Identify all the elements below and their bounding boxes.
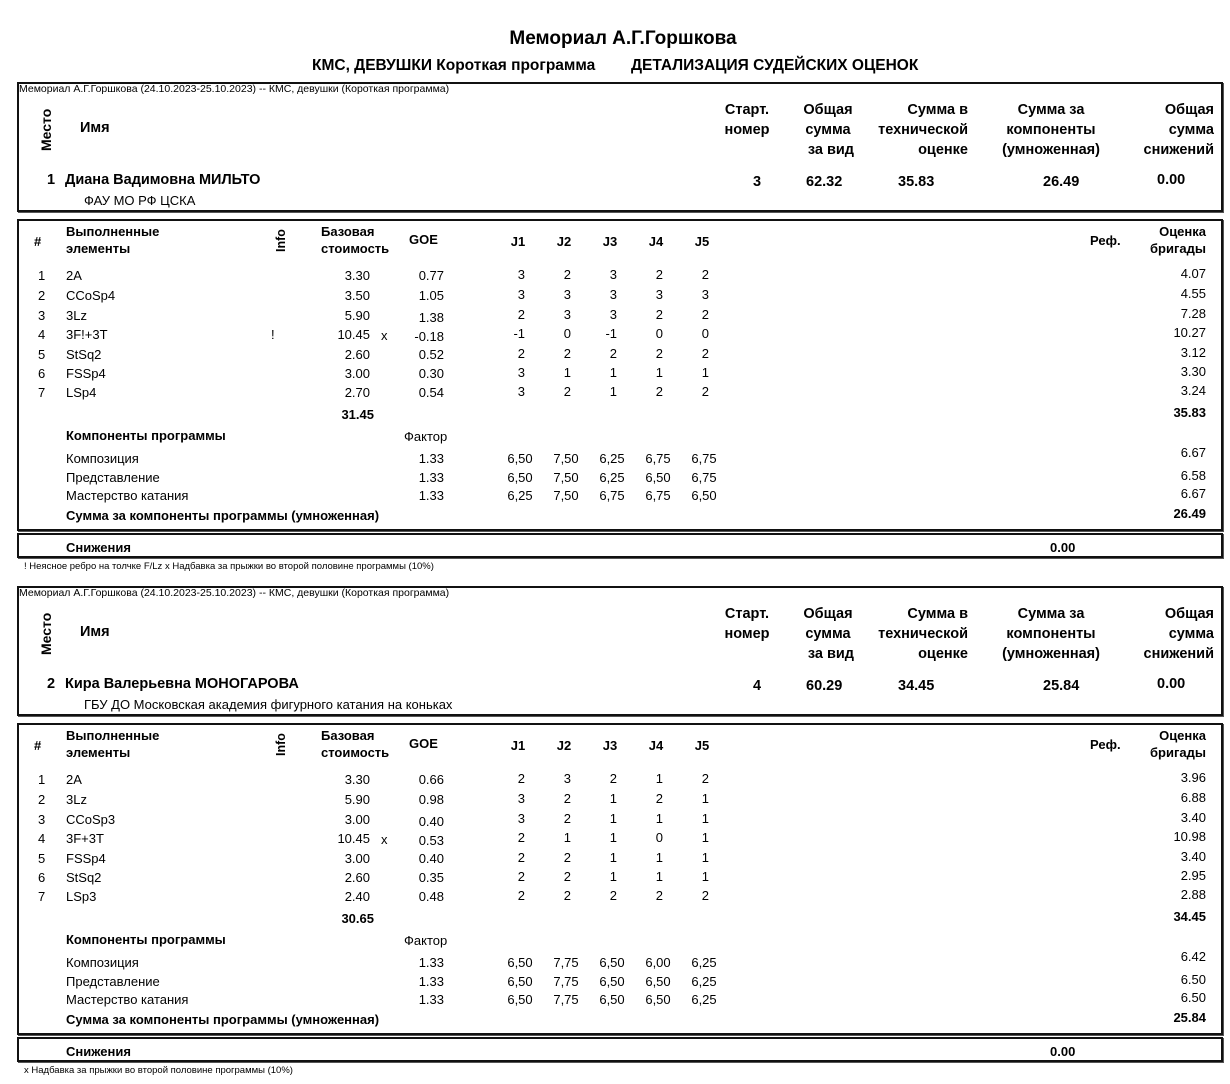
component-judge-score-4: 6,50 [645,974,671,989]
judge-header-3: J3 [602,234,618,249]
judge-goe-4: 3 [655,287,663,302]
component-judge-score-5: 6,50 [691,488,717,503]
skater-name: Кира Валерьевна МОНОГАРОВА [65,676,299,692]
components-sum-label: Сумма за компоненты программы (умноженная) [66,508,380,523]
judge-goe-1: -1 [513,326,525,341]
element-goe: 0.66 [418,772,444,787]
name-header: Имя [80,624,110,640]
element-goe: 0.40 [418,851,444,866]
element-base-value: 3.00 [344,851,370,866]
component-judge-score-4: 6,75 [645,488,671,503]
ref-header: Реф. [1090,737,1121,752]
judge-goe-3: 2 [609,888,617,903]
judge-goe-1: 3 [517,791,525,806]
element-base-value: 2.60 [344,347,370,362]
component-judge-score-3: 6,25 [599,451,625,466]
num-header: # [34,738,42,753]
goe-header: GOE [409,232,438,247]
judge-goe-3: 1 [609,869,617,884]
tes-value: 34.45 [898,678,935,694]
element-number: 6 [38,366,46,381]
element-panel-score: 3.30 [1180,364,1206,379]
element-goe: 0.48 [418,889,444,904]
judge-goe-3: 1 [609,811,617,826]
skater-club: ГБУ ДО Московская академия фигурного катания на коньках [84,697,453,712]
judge-goe-5: 2 [701,267,709,282]
judge-goe-2: 2 [563,267,571,282]
judge-goe-2: 1 [563,365,571,380]
element-number: 2 [38,288,46,303]
judge-goe-3: -1 [605,326,617,341]
judge-goe-4: 2 [655,307,663,322]
element-code: 3Lz [66,308,87,323]
component-factor: 1.33 [418,488,444,503]
start-number-header: Старт. номер [724,606,770,642]
element-number: 7 [38,889,46,904]
component-factor: 1.33 [418,451,444,466]
element-panel-score: 3.12 [1180,345,1206,360]
element-base-value: 5.90 [344,792,370,807]
element-number: 3 [38,308,46,323]
element-code: StSq2 [66,347,102,362]
judge-header-4: J4 [648,738,664,753]
place-value: 1 [47,172,56,188]
component-panel-score: 6.67 [1180,445,1206,460]
element-base-value: 2.60 [344,870,370,885]
tes-header: Сумма в технической оценке [878,102,968,158]
component-judge-score-1: 6,25 [507,488,533,503]
element-code: 3F+3T [66,831,104,846]
judge-goe-5: 2 [701,346,709,361]
start-number-header: Старт. номер [724,102,770,138]
element-panel-score: 7.28 [1180,306,1206,321]
deductions-value: 0.00 [1050,540,1076,555]
judge-goe-3: 3 [609,307,617,322]
factor-header: Фактор [404,429,448,444]
deductions-total-value: 0.00 [1157,676,1186,692]
judge-header-4: J4 [648,234,664,249]
judge-goe-4: 1 [655,811,663,826]
component-judge-score-1: 6,50 [507,451,533,466]
element-code: CCoSp3 [66,812,116,827]
judge-goe-1: 3 [517,811,525,826]
pcs-value: 26.49 [1043,174,1080,190]
judge-goe-4: 1 [655,365,663,380]
component-panel-score: 6.58 [1180,468,1206,483]
panel-score-header: Оценка бригады [1150,224,1206,256]
skater-name: Диана Вадимовна МИЛЬТО [65,172,261,188]
component-judge-score-5: 6,75 [691,470,717,485]
component-judge-score-4: 6,00 [645,955,671,970]
component-judge-score-2: 7,50 [553,451,579,466]
elements-header: Выполненные элементы [66,728,160,760]
element-number: 5 [38,347,46,362]
judge-header-2: J2 [556,738,572,753]
component-judge-score-1: 6,50 [507,470,533,485]
skater-club: ФАУ МО РФ ЦСКА [84,193,196,208]
deductions-value: 0.00 [1050,1044,1076,1059]
component-judge-score-1: 6,50 [507,974,533,989]
component-name: Представление [66,974,160,989]
panel-score-header: Оценка бригады [1150,728,1206,760]
judge-goe-2: 3 [563,771,571,786]
judge-goe-3: 3 [609,287,617,302]
element-panel-score: 6.88 [1180,790,1206,805]
skater-block [0,504,1230,1076]
judge-goe-3: 1 [609,830,617,845]
judge-goe-1: 2 [517,830,525,845]
component-judge-score-3: 6,25 [599,470,625,485]
component-judge-score-2: 7,50 [553,470,579,485]
element-base-value: 2.40 [344,889,370,904]
element-number: 6 [38,870,46,885]
deductions-box [17,1037,1223,1062]
judge-goe-2: 2 [563,346,571,361]
judge-goe-5: 1 [701,811,709,826]
element-code: CCoSp4 [66,288,116,303]
judge-goe-3: 1 [609,384,617,399]
judge-goe-3: 1 [609,791,617,806]
judge-goe-1: 3 [517,365,525,380]
component-judge-score-2: 7,75 [553,974,579,989]
judge-goe-2: 2 [563,384,571,399]
base-value-total: 31.45 [341,407,374,422]
deductions-total-header: Общая сумма снижений [1143,606,1214,662]
judge-goe-4: 0 [655,830,663,845]
element-base-value: 2.70 [344,385,370,400]
judge-goe-2: 1 [563,830,571,845]
element-code: FSSp4 [66,366,106,381]
place-header: Место [38,612,54,655]
judge-header-1: J1 [510,738,526,753]
component-judge-score-3: 6,50 [599,992,625,1007]
event-line: Мемориал А.Г.Горшкова (24.10.2023-25.10.2023) -- КМС, девушки (Короткая программа) [19,587,450,599]
info-header: Info [274,733,288,756]
judge-header-1: J1 [510,234,526,249]
element-goe: 0.53 [418,833,444,848]
deductions-label: Снижения [66,540,131,555]
element-base-value: 10.45 [337,831,370,846]
deductions-total-header: Общая сумма снижений [1143,102,1214,158]
tes-total: 35.83 [1173,405,1206,420]
element-code: LSp3 [66,889,97,904]
judge-goe-1: 2 [517,850,525,865]
element-goe: 0.77 [418,268,444,283]
total-segment-header: Общая сумма за вид [803,102,854,158]
judge-goe-3: 1 [609,850,617,865]
component-judge-score-4: 6,50 [645,992,671,1007]
page-subtitle-report: ДЕТАЛИЗАЦИЯ СУДЕЙСКИХ ОЦЕНОК [631,57,919,74]
judge-header-3: J3 [602,738,618,753]
element-panel-score: 2.95 [1180,868,1206,883]
element-base-value: 3.00 [344,366,370,381]
judge-goe-2: 3 [563,307,571,322]
component-judge-score-3: 6,50 [599,955,625,970]
ref-header: Реф. [1090,233,1121,248]
judge-goe-5: 1 [701,365,709,380]
tes-header: Сумма в технической оценке [878,606,968,662]
component-factor: 1.33 [418,974,444,989]
judge-goe-1: 2 [517,888,525,903]
element-goe: 1.05 [418,288,444,303]
element-panel-score: 3.96 [1180,770,1206,785]
judge-goe-4: 1 [655,869,663,884]
judge-goe-2: 3 [563,287,571,302]
element-number: 7 [38,385,46,400]
element-panel-score: 4.55 [1180,286,1206,301]
judge-goe-5: 1 [701,791,709,806]
judge-goe-4: 2 [655,267,663,282]
component-factor: 1.33 [418,955,444,970]
judge-goe-3: 2 [609,346,617,361]
components-sum-value: 25.84 [1173,1010,1206,1025]
element-goe: 0.54 [418,385,444,400]
footnote: ! Неясное ребро на толчке F/Lz x Надбавка за прыжки во второй половине программы (10%) [24,561,434,572]
component-judge-score-1: 6,50 [507,992,533,1007]
element-panel-score: 10.98 [1173,829,1206,844]
judge-goe-1: 3 [517,384,525,399]
start-number-value: 4 [752,678,762,694]
element-goe: 0.30 [418,366,444,381]
judge-goe-1: 3 [517,267,525,282]
judge-goe-2: 2 [563,888,571,903]
element-code: FSSp4 [66,851,106,866]
elements-header: Выполненные элементы [66,224,160,256]
judge-goe-4: 1 [655,771,663,786]
element-base-value: 3.50 [344,288,370,303]
judge-goe-5: 2 [701,384,709,399]
component-judge-score-3: 6,75 [599,488,625,503]
element-goe: 0.52 [418,347,444,362]
element-goe: 0.98 [418,792,444,807]
pcs-header: Сумма за компоненты (умноженная) [1002,102,1100,158]
judge-goe-5: 2 [701,771,709,786]
component-factor: 1.33 [418,992,444,1007]
element-number: 1 [38,268,46,283]
name-header: Имя [80,120,110,136]
judge-goe-2: 2 [563,791,571,806]
judge-goe-5: 3 [701,287,709,302]
element-goe: 0.40 [418,814,444,829]
component-factor: 1.33 [418,470,444,485]
element-base-value: 5.90 [344,308,370,323]
pcs-value: 25.84 [1043,678,1080,694]
component-judge-score-4: 6,75 [645,451,671,466]
element-base-value: 10.45 [337,327,370,342]
element-bonus-mark: x [381,328,388,343]
info-header: Info [274,229,288,252]
judge-goe-4: 2 [655,346,663,361]
component-judge-score-2: 7,75 [553,955,579,970]
judge-goe-4: 2 [655,384,663,399]
element-panel-score: 4.07 [1180,266,1206,281]
component-judge-score-5: 6,25 [691,974,717,989]
component-name: Мастерство катания [66,488,189,503]
component-judge-score-4: 6,50 [645,470,671,485]
judge-goe-5: 1 [701,850,709,865]
page-subtitle-category: КМС, ДЕВУШКИ Короткая программа [312,57,596,74]
components-header: Компоненты программы [66,932,226,947]
component-panel-score: 6.67 [1180,486,1206,501]
goe-header: GOE [409,736,438,751]
element-number: 4 [38,327,46,342]
judge-goe-2: 2 [563,811,571,826]
component-panel-score: 6.50 [1180,990,1206,1005]
element-number: 3 [38,812,46,827]
judge-header-5: J5 [694,234,710,249]
deductions-total-value: 0.00 [1157,172,1186,188]
component-judge-score-2: 7,50 [553,488,579,503]
factor-header: Фактор [404,933,448,948]
component-judge-score-1: 6,50 [507,955,533,970]
base-value-header: Базовая стоимость [321,728,390,760]
element-number: 4 [38,831,46,846]
judge-goe-1: 2 [517,771,525,786]
element-base-value: 3.30 [344,772,370,787]
element-code: LSp4 [66,385,97,400]
footnote: x Надбавка за прыжки во второй половине программы (10%) [24,1065,293,1076]
judge-goe-3: 3 [609,267,617,282]
judge-goe-1: 2 [517,869,525,884]
element-code: 2A [66,772,82,787]
component-name: Представление [66,470,160,485]
pcs-header: Сумма за компоненты (умноженная) [1002,606,1100,662]
judge-goe-5: 1 [701,830,709,845]
judge-header-5: J5 [694,738,710,753]
event-line: Мемориал А.Г.Горшкова (24.10.2023-25.10.2023) -- КМС, девушки (Короткая программа) [19,83,450,95]
judge-goe-2: 0 [563,326,571,341]
judge-goe-4: 0 [655,326,663,341]
num-header: # [34,234,42,249]
judge-header-2: J2 [556,234,572,249]
base-value-total: 30.65 [341,911,374,926]
component-judge-score-3: 6,50 [599,974,625,989]
element-code: 3F!+3T [66,327,108,342]
tes-value: 35.83 [898,174,935,190]
total-segment-value: 60.29 [806,678,843,694]
components-header: Компоненты программы [66,428,226,443]
place-header: Место [38,108,54,151]
total-segment-header: Общая сумма за вид [803,606,854,662]
total-segment-value: 62.32 [806,174,843,190]
element-panel-score: 2.88 [1180,887,1206,902]
element-panel-score: 3.40 [1180,810,1206,825]
element-code: StSq2 [66,870,102,885]
deductions-label: Снижения [66,1044,131,1059]
judge-goe-4: 1 [655,850,663,865]
component-judge-score-5: 6,75 [691,451,717,466]
component-name: Мастерство катания [66,992,189,1007]
element-base-value: 3.30 [344,268,370,283]
base-value-header: Базовая стоимость [321,224,390,256]
judge-goe-1: 2 [517,307,525,322]
element-goe: -0.18 [414,329,444,344]
tes-total: 34.45 [1173,909,1206,924]
element-number: 1 [38,772,46,787]
judge-goe-5: 2 [701,888,709,903]
component-name: Композиция [66,451,139,466]
element-panel-score: 10.27 [1173,325,1206,340]
element-code: 3Lz [66,792,87,807]
judge-goe-4: 2 [655,791,663,806]
element-panel-score: 3.40 [1180,849,1206,864]
element-number: 5 [38,851,46,866]
page-title: Мемориал А.Г.Горшкова [509,28,737,49]
start-number-value: 3 [752,174,762,190]
judge-goe-3: 1 [609,365,617,380]
component-name: Композиция [66,955,139,970]
judge-goe-2: 2 [563,869,571,884]
element-number: 2 [38,792,46,807]
element-panel-score: 3.24 [1180,383,1206,398]
judge-goe-1: 3 [517,287,525,302]
judge-goe-4: 2 [655,888,663,903]
judge-goe-1: 2 [517,346,525,361]
judge-goe-5: 1 [701,869,709,884]
component-judge-score-5: 6,25 [691,992,717,1007]
place-value: 2 [47,676,56,692]
components-sum-value: 26.49 [1173,506,1206,521]
component-panel-score: 6.42 [1180,949,1206,964]
judge-goe-5: 0 [701,326,709,341]
judge-goe-2: 2 [563,850,571,865]
judge-goe-3: 2 [609,771,617,786]
element-goe: 1.38 [418,310,444,325]
element-bonus-mark: x [381,832,388,847]
element-code: 2A [66,268,82,283]
element-goe: 0.35 [418,870,444,885]
component-panel-score: 6.50 [1180,972,1206,987]
component-judge-score-5: 6,25 [691,955,717,970]
judge-goe-5: 2 [701,307,709,322]
element-base-value: 3.00 [344,812,370,827]
components-sum-label: Сумма за компоненты программы (умноженная) [66,1012,380,1027]
component-judge-score-2: 7,75 [553,992,579,1007]
element-info: ! [271,327,275,342]
